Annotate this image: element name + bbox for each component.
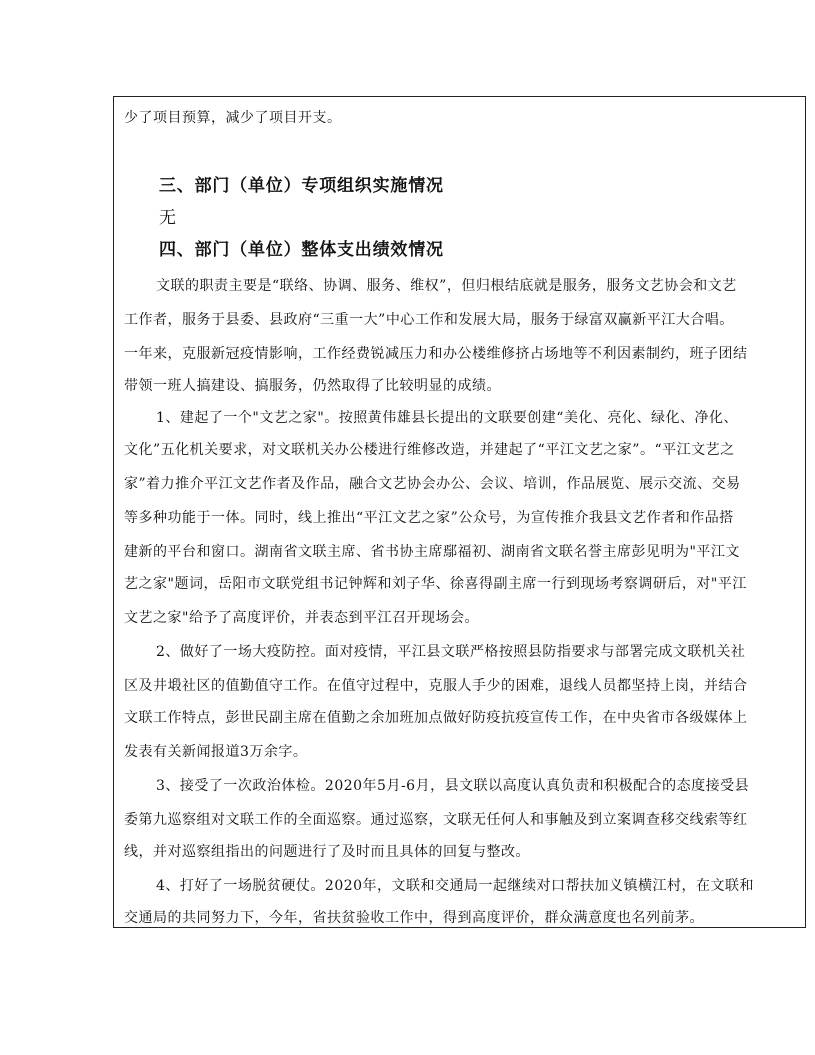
- paragraph-line: 文联的职责主要是“联络、协调、服务、维权”，但归根结底就是服务，服务文艺协会和文艺: [156, 278, 737, 294]
- paragraph-line: 交通局的共同努力下，今年，省扶贫验收工作中，得到高度评价，群众满意度也名列前茅。: [124, 910, 704, 926]
- paragraph-line: 3、接受了一次政治体检。2020年5月-6月，县文联以高度认真负责和积极配合的态度接受县: [156, 778, 750, 794]
- paragraph-line: 4、打好了一场脱贫硬仗。2020年，文联和交通局一起继续对口帮扶加义镇横江村，在文联和: [156, 878, 755, 894]
- paragraph-line: 发表有关新闻报道3万余字。: [124, 744, 308, 760]
- paragraph-line: 家”着力推介平江文艺作者及作品，融合文艺协会办公、会议、培训，作品展览、展示交流、交易: [124, 476, 741, 492]
- section-heading: 三、部门（单位）专项组织实施情况: [159, 176, 444, 196]
- text-line: 少了项目预算，减少了项目开支。: [124, 110, 342, 126]
- paragraph-line: 建新的平台和窗口。湖南省文联主席、省书协主席鄢福初、湖南省文联名誉主席彭见明为"平江文: [124, 544, 740, 560]
- paragraph-line: 区及井塅社区的值勤值守工作。在值守过程中，克服人手少的困难，退线人员都坚持上岗，并结合: [124, 678, 748, 694]
- paragraph-line: 文联工作特点，彭世民副主席在值勤之余加班加点做好防疫抗疫宣传工作，在中央省市各级媒体上: [124, 710, 748, 726]
- section-heading: 四、部门（单位）整体支出绩效情况: [159, 240, 444, 260]
- paragraph-line: 带领一班人搞建设、搞服务，仍然取得了比较明显的成绩。: [124, 378, 501, 394]
- paragraph-line: 等多种功能于一体。同时，线上推出“平江文艺之家”公众号，为宣传推介我县文艺作者和作品搭: [124, 510, 734, 526]
- paragraph-line: 文艺之家"给予了高度评价，并表态到平江召开现场会。: [124, 610, 479, 626]
- paragraph-line: 工作者，服务于县委、县政府“三重一大”中心工作和发展大局，服务于绿富双赢新平江大合唱。: [124, 312, 734, 328]
- paragraph-line: 1、建起了一个"文艺之家"。按照黄伟雄县长提出的文联要创建“美化、亮化、绿化、净化、: [156, 410, 738, 426]
- paragraph-line: 文化”五化机关要求，对文联机关办公楼进行维修改造，并建起了“平江文艺之家”。“平江文艺之: [124, 442, 735, 458]
- paragraph-line: 2、做好了一场大疫防控。面对疫情，平江县文联严格按照县防指要求与部署完成文联机关社: [156, 644, 746, 660]
- paragraph-line: 一年来，克服新冠疫情影响，工作经费锐减压力和办公楼维修挤占场地等不利因素制约，班子团结: [124, 346, 748, 362]
- content-table-cell: [113, 96, 806, 928]
- paragraph-line: 艺之家"题词，岳阳市文联党组书记钟辉和刘子华、徐喜得副主席一行到现场考察调研后，对"平江: [124, 576, 747, 592]
- section-body: 无: [159, 208, 177, 228]
- paragraph-line: 委第九巡察组对文联工作的全面巡察。通过巡察，文联无任何人和事触及到立案调查移交线索等红: [124, 812, 748, 828]
- paragraph-line: 线，并对巡察组指出的问题进行了及时而且具体的回复与整改。: [124, 844, 530, 860]
